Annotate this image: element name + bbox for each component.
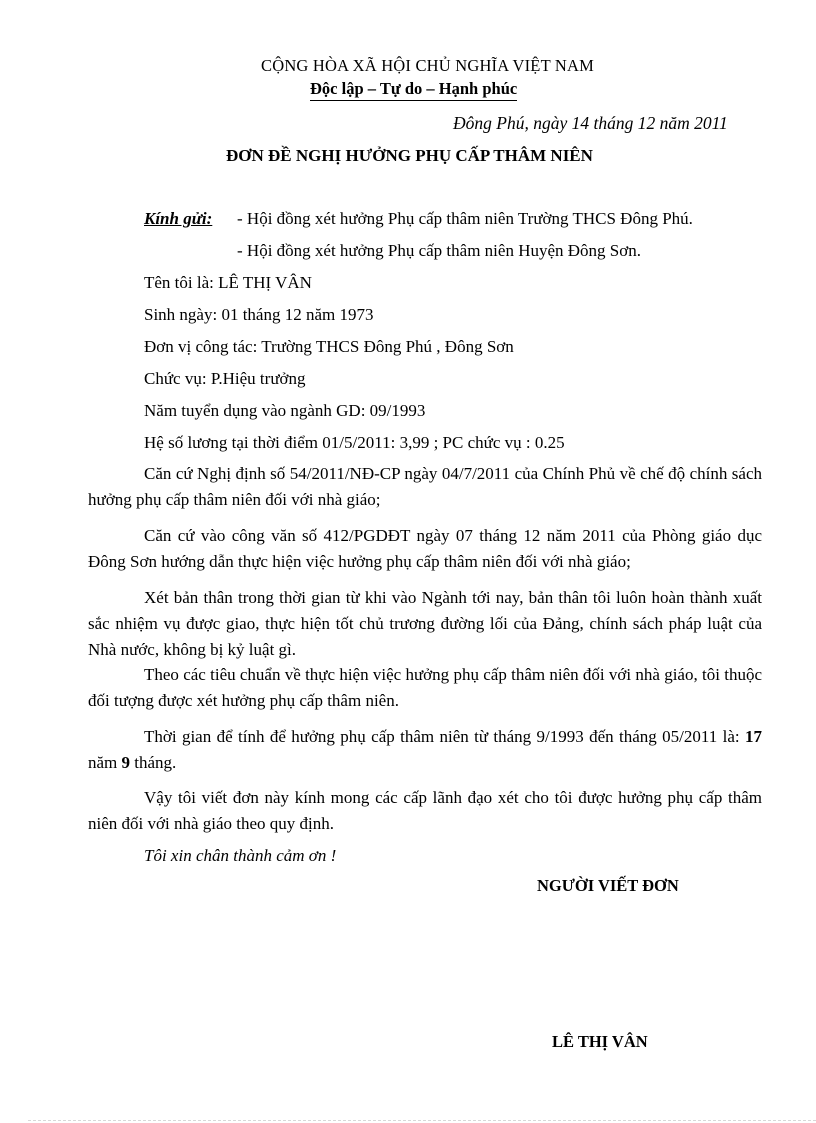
applicant-name: Tên tôi là: LÊ THỊ VÂN (144, 273, 312, 292)
recipient-item: - Hội đồng xét hưởng Phụ cấp thâm niên Huyện Đông Sơn. (237, 241, 641, 260)
thanks-line: Tôi xin chân thành cảm ơn ! (144, 846, 337, 865)
service-years-unit: năm (88, 753, 122, 772)
recipient-item: - Hội đồng xét hưởng Phụ cấp thâm niên Trường THCS Đông Phú. (237, 209, 693, 228)
page-divider (28, 1120, 816, 1121)
paragraph-request: Vậy tôi viết đơn này kính mong các cấp lãnh đạo xét cho tôi được hưởng phụ cấp thâm niên đối với nhà giáo theo quy định. (88, 788, 762, 833)
applicant-position: Chức vụ: P.Hiệu trưởng (144, 369, 306, 388)
paragraph-self-assessment: Xét bản thân trong thời gian từ khi vào Ngành tới nay, bản thân tôi luôn hoàn thành xuất sắc nhiệm vụ được giao, thực hiện tốt chủ trương đường lối của Đảng, chính sách pháp luật của Nhà nước, không bị kỷ luật gì. (88, 588, 762, 659)
paragraph-service-period (88, 724, 762, 776)
paragraph-eligibility: Theo các tiêu chuẩn về thực hiện việc hưởng phụ cấp thâm niên đối với nhà giáo, tôi thuộc đối tượng được xét hưởng phụ cấp thâm niên. (88, 665, 762, 710)
applicant-dob: Sinh ngày: 01 tháng 12 năm 1973 (144, 305, 374, 324)
service-period-text: Thời gian để tính để hưởng phụ cấp thâm niên từ tháng 9/1993 đến tháng 05/2011 là: (144, 727, 745, 746)
paragraph-legal-basis-2: Căn cứ vào công văn số 412/PGDĐT ngày 07 tháng 12 năm 2011 của Phòng giáo dục Đông Sơn hướng dẫn thực hiện việc hưởng phụ cấp thâm niên đối với nhà giáo; (88, 526, 762, 571)
document-title: ĐƠN ĐỀ NGHỊ HƯỞNG PHỤ CẤP THÂM NIÊN (226, 146, 593, 165)
paragraph-legal-basis-1: Căn cứ Nghị định số 54/2011/NĐ-CP ngày 04/7/2011 của Chính Phủ về chế độ chính sách hưởng phụ cấp thâm niên đối với nhà giáo; (88, 464, 762, 509)
national-motto: Độc lập – Tự do – Hạnh phúc (310, 79, 517, 101)
applicant-unit: Đơn vị công tác: Trường THCS Đông Phú , Đông Sơn (144, 337, 514, 356)
national-title: CỘNG HÒA XÃ HỘI CHỦ NGHĨA VIỆT NAM (261, 56, 594, 75)
signer-name: LÊ THỊ VÂN (552, 1032, 648, 1051)
service-years: 17 (745, 727, 762, 746)
applicant-salary: Hệ số lương tại thời điểm 01/5/2011: 3,99 ; PC chức vụ : 0.25 (144, 433, 565, 452)
service-months: 9 (121, 753, 131, 772)
writer-label: NGƯỜI VIẾT ĐƠN (537, 876, 679, 895)
service-months-unit: tháng. (130, 753, 177, 772)
date-line: Đông Phú, ngày 14 tháng 12 năm 2011 (453, 113, 728, 133)
applicant-recruit-year: Năm tuyển dụng vào ngành GD: 09/1993 (144, 401, 426, 420)
recipient-label: Kính gửi: (144, 209, 213, 228)
